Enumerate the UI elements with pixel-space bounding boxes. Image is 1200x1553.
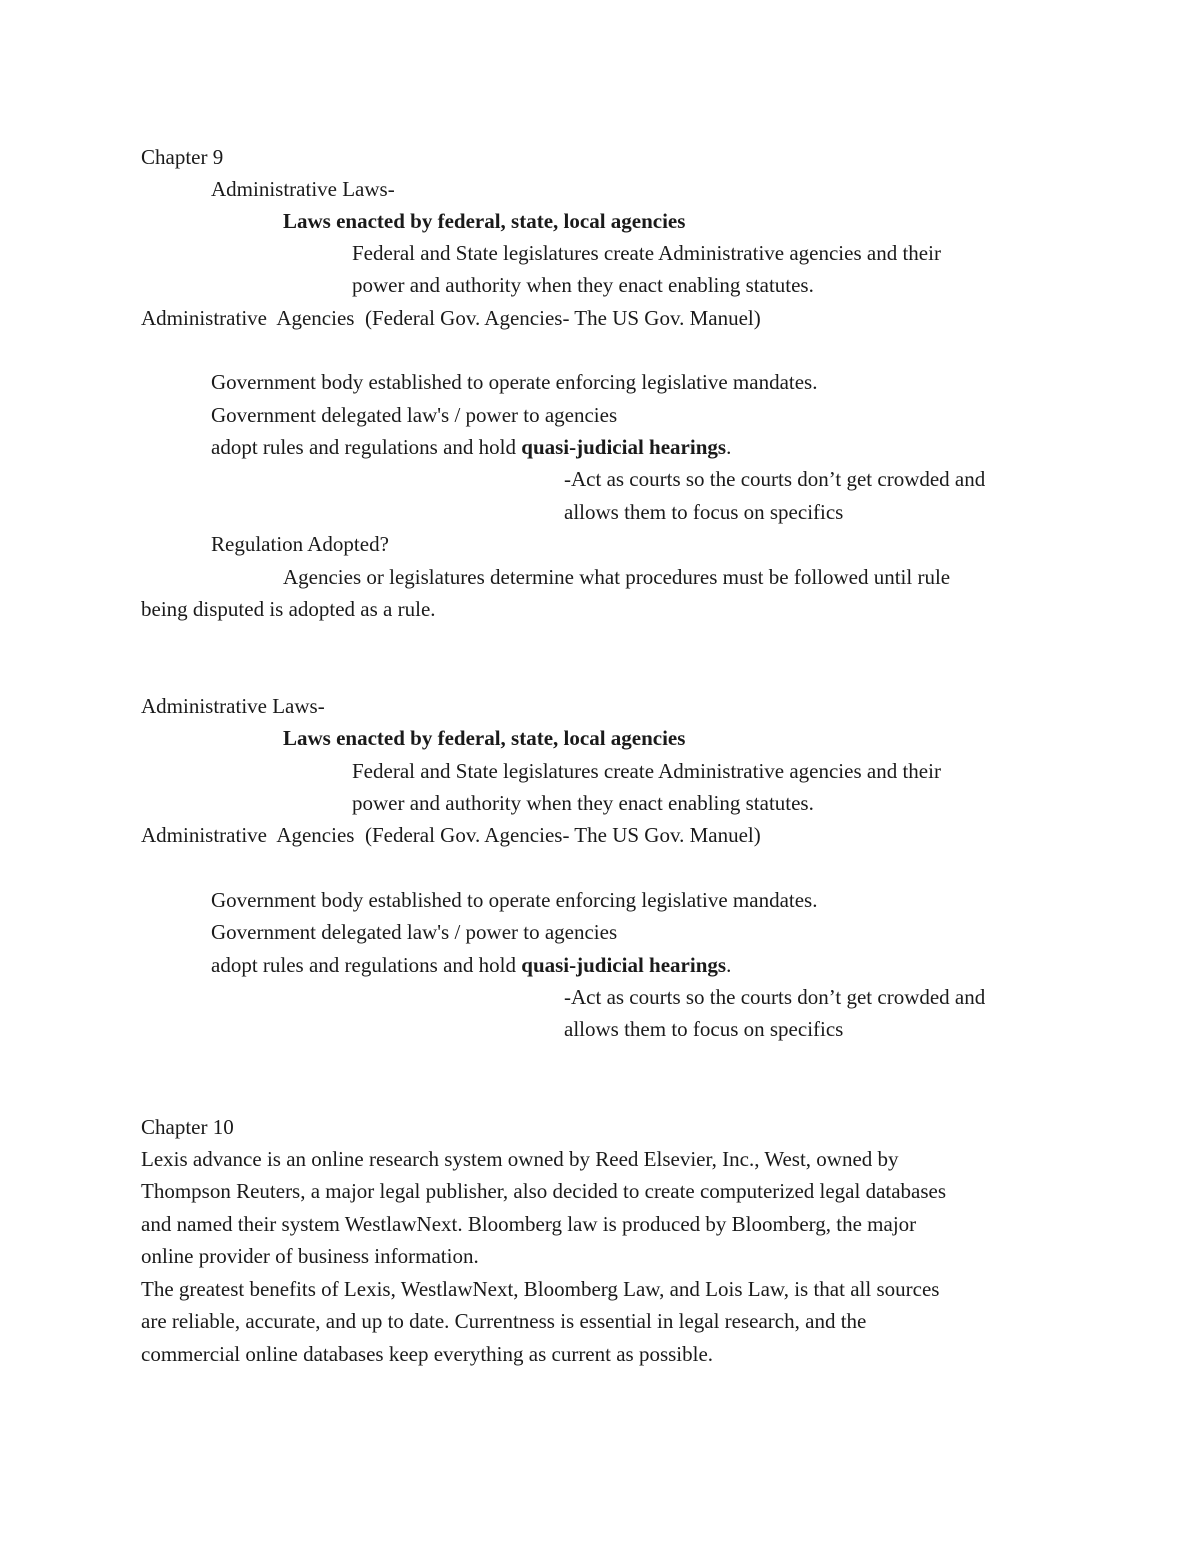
agencies-legislatures-line-1: Agencies or legislatures determine what procedures must be followed until rule <box>283 565 951 589</box>
laws-enacted-definition-repeat: Laws enacted by federal, state, local agencies <box>283 726 686 750</box>
chapter-9-heading: Chapter 9 <box>141 145 224 169</box>
laws-enacted-definition: Laws enacted by federal, state, local agencies <box>283 209 686 233</box>
chapter-10-paragraph-line: The greatest benefits of Lexis, WestlawNext, Bloomberg Law, and Lois Law, is that all sources <box>141 1277 940 1301</box>
federal-state-line-1: Federal and State legislatures create Administrative agencies and their <box>352 241 941 265</box>
federal-state-line-2-repeat: power and authority when they enact enabling statutes. <box>352 791 814 815</box>
adopt-rules-text: adopt rules and regulations and hold <box>211 435 522 459</box>
adopt-rules-period: . <box>726 953 732 977</box>
administrative-agencies-label-repeat: Administrative Agencies (Federal Gov. Agencies- The US Gov. Manuel) <box>141 823 761 847</box>
regulation-adopted-label: Regulation Adopted? <box>211 532 389 556</box>
government-delegated-line-repeat: Government delegated law's / power to agencies <box>211 920 618 944</box>
chapter-10-paragraph-line: Thompson Reuters, a major legal publisher, also decided to create computerized legal databases <box>141 1179 947 1203</box>
government-body-line-repeat: Government body established to operate enforcing legislative mandates. <box>211 888 818 912</box>
chapter-10-paragraph-line: and named their system WestlawNext. Bloomberg law is produced by Bloomberg, the major <box>141 1212 917 1236</box>
chapter-10-heading: Chapter 10 <box>141 1115 234 1139</box>
adopt-rules-line <box>211 431 731 463</box>
government-body-line: Government body established to operate enforcing legislative mandates. <box>211 370 818 394</box>
quasi-judicial-hearings: quasi-judicial hearings <box>521 435 727 459</box>
government-delegated-line: Government delegated law's / power to agencies <box>211 403 618 427</box>
chapter-10-paragraph-line: online provider of business information. <box>141 1244 479 1268</box>
chapter-10-paragraph-line: are reliable, accurate, and up to date. Currentness is essential in legal research, and the <box>141 1309 867 1333</box>
administrative-laws-label-repeat: Administrative Laws- <box>141 694 325 718</box>
act-as-courts-line-2: allows them to focus on specifics <box>564 500 844 524</box>
federal-state-line-1-repeat: Federal and State legislatures create Administrative agencies and their <box>352 759 941 783</box>
adopt-rules-text: adopt rules and regulations and hold <box>211 953 522 977</box>
federal-state-line-2: power and authority when they enact enabling statutes. <box>352 273 814 297</box>
act-as-courts-line-2-repeat: allows them to focus on specifics <box>564 1017 844 1041</box>
adopt-rules-line-repeat <box>211 949 731 981</box>
act-as-courts-line-1-repeat: -Act as courts so the courts don’t get crowded and <box>564 985 986 1009</box>
act-as-courts-line-1: -Act as courts so the courts don’t get crowded and <box>564 467 986 491</box>
adopt-rules-period: . <box>726 435 732 459</box>
agencies-legislatures-line-2: being disputed is adopted as a rule. <box>141 597 436 621</box>
chapter-10-paragraph-line: commercial online databases keep everything as current as possible. <box>141 1342 714 1366</box>
chapter-10-paragraph-line: Lexis advance is an online research system owned by Reed Elsevier, Inc., West, owned by <box>141 1147 899 1171</box>
quasi-judicial-hearings: quasi-judicial hearings <box>521 953 727 977</box>
administrative-agencies-label: Administrative Agencies (Federal Gov. Agencies- The US Gov. Manuel) <box>141 306 761 330</box>
administrative-laws-label: Administrative Laws- <box>211 177 395 201</box>
